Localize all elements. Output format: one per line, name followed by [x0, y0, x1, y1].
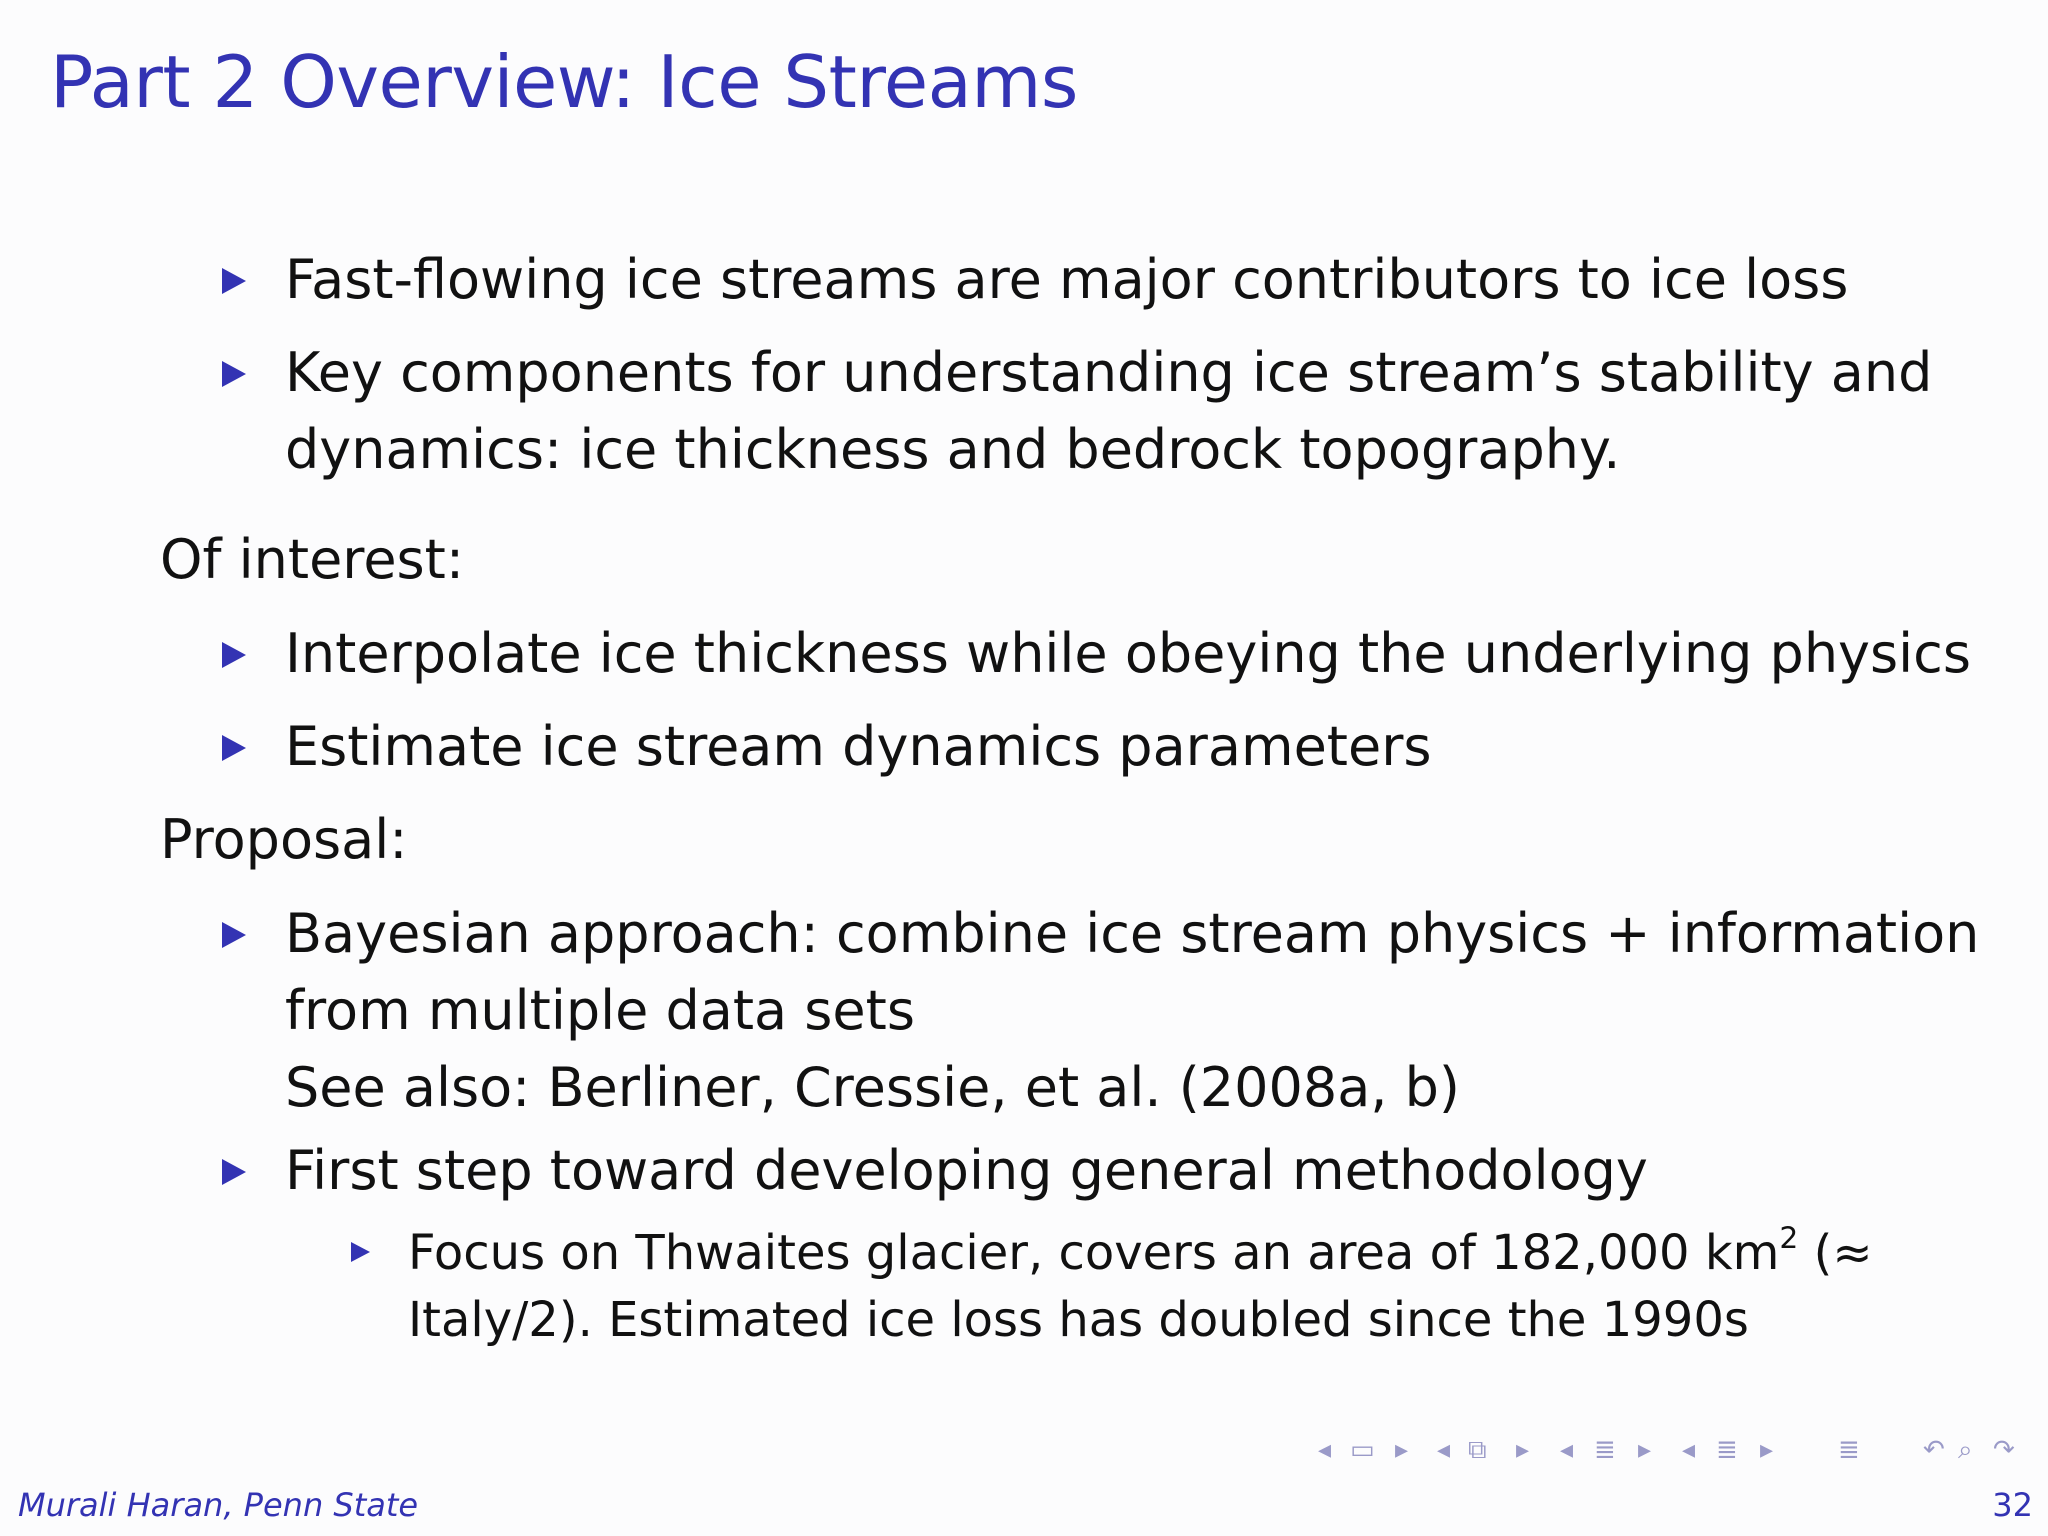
frame-icon[interactable]: ▭ [1350, 1435, 1375, 1465]
bullet-item-key-components [285, 335, 1932, 411]
sub-bullet-item-thwaites [408, 1220, 1873, 1286]
bullet-triangle-icon [222, 642, 246, 668]
bullet-text: See also: Berliner, Cressie, et al. (2008a, b) [285, 1056, 1460, 1119]
search-icon[interactable]: ⌕ [1958, 1435, 1973, 1465]
bullet-item-interpolate [285, 616, 1971, 692]
section-next-icon[interactable]: ▸ [1638, 1435, 1652, 1465]
footer-author: Murali Haran, Penn State [18, 1486, 419, 1524]
bullet-text: dynamics: ice thickness and bedrock topography. [285, 418, 1621, 481]
document-icon[interactable]: ≣ [1716, 1435, 1738, 1465]
section-icon[interactable]: ≣ [1594, 1435, 1616, 1465]
bullet-item-first-step [285, 1133, 1648, 1209]
bullet-triangle-icon [222, 922, 246, 948]
subsection-prev-icon[interactable]: ◂ [1437, 1435, 1451, 1465]
bullet-text: Key components for understanding ice stream’s stability and [285, 341, 1933, 404]
document-prev-icon[interactable]: ◂ [1682, 1435, 1696, 1465]
bullet-item-ice-streams [285, 242, 1848, 318]
sub-bullet-triangle-icon [351, 1242, 370, 1262]
superscript-two: 2 [1779, 1221, 1799, 1257]
sub-bullet-item-thwaites-line2 [408, 1287, 1749, 1353]
table-of-contents-icon[interactable]: ≣ [1838, 1435, 1860, 1465]
bullet-item-bayesian-see-also [285, 1050, 1460, 1126]
bullet-text: First step toward developing general methodology [285, 1139, 1648, 1202]
bullet-item-bayesian-line2 [285, 973, 915, 1049]
bullet-item-estimate [285, 709, 1432, 785]
bullet-text: Estimate ice stream dynamics parameters [285, 715, 1432, 778]
section-label-of-interest: Of interest: [160, 528, 465, 591]
frame-prev-icon[interactable]: ◂ [1318, 1435, 1332, 1465]
bullet-item-bayesian [285, 896, 1979, 972]
bullet-text: Bayesian approach: combine ice stream physics + information [285, 902, 1980, 965]
beamer-navigation-bar [0, 1432, 2048, 1468]
sub-bullet-text-pre: Focus on Thwaites glacier, covers an area of 182,000 km [408, 1225, 1780, 1281]
section-prev-icon[interactable]: ◂ [1560, 1435, 1574, 1465]
bullet-item-key-components-continued [285, 412, 1620, 488]
slide-title: Part 2 Overview: Ice Streams [50, 40, 1078, 124]
document-next-icon[interactable]: ▸ [1760, 1435, 1774, 1465]
bullet-triangle-icon [222, 268, 246, 294]
section-label-proposal: Proposal: [160, 808, 408, 871]
sub-bullet-text: Italy/2). Estimated ice loss has doubled since the 1990s [408, 1292, 1749, 1348]
subsection-next-icon[interactable]: ▸ [1516, 1435, 1530, 1465]
bullet-triangle-icon [222, 1159, 246, 1185]
forward-icon[interactable]: ↷ [1993, 1435, 2015, 1465]
footer-page-number: 32 [1992, 1486, 2033, 1524]
subsection-icon[interactable]: ⧉ [1468, 1435, 1487, 1465]
bullet-triangle-icon [222, 361, 246, 387]
bullet-text: Interpolate ice thickness while obeying the underlying physics [285, 622, 1971, 685]
back-icon[interactable]: ↶ [1923, 1435, 1945, 1465]
sub-bullet-text-post: (≈ [1798, 1225, 1873, 1281]
bullet-text: from multiple data sets [285, 979, 915, 1042]
frame-next-icon[interactable]: ▸ [1395, 1435, 1409, 1465]
bullet-text: Fast-flowing ice streams are major contributors to ice loss [285, 248, 1849, 311]
bullet-triangle-icon [222, 735, 246, 761]
